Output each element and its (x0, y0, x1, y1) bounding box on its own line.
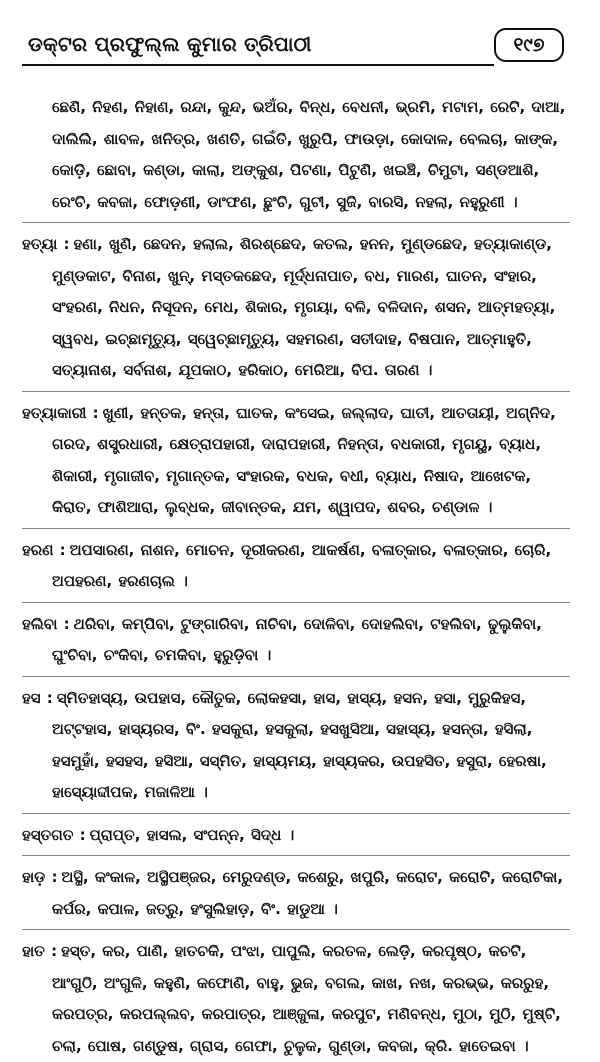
entry-headword: ହରଣ : (22, 540, 66, 559)
entry-headword: ହସ : (22, 688, 53, 707)
page-number: ୧୯୭ (494, 28, 564, 62)
dictionary-entry (22, 929, 570, 1062)
dictionary-entry (22, 676, 570, 809)
entry-text (22, 535, 570, 598)
dictionary-entry (22, 222, 570, 387)
running-title: ଡକ୍ଟର ପ୍ରଫୁଲ୍ଲ କୁମାର ତ୍ରିପାଠୀ (28, 32, 312, 56)
dictionary-entry (22, 528, 570, 598)
entry-text (22, 609, 570, 672)
entry-headword: ହସ୍ତଗତ : (22, 825, 86, 844)
entry-definition: ଖୁଣୀ, ହନ୍ତକ, ହନ୍ତା, ଘାତକ, କଂସେଇ, ଜଲ୍ଲାଦ, ଘାତୀ, ଆତତାୟୀ, ଅଗ୍ନିଦ, ଗରଦ, ଶସ୍ତ୍ରଧାରୀ, କ୍ଷେତ୍ରାପହାରୀ, ଦାରାପହାରୀ, ନିହନ୍ତା, ବଧକାରୀ, ମୃଗୟୁ, ବ୍ୟାଧ, ଶିକାରୀ, ମୃଗାଜୀବ, ମୃଗାନ୍ତକ, ସଂହାରକ, ବଧକ, ବଧୀ, ବ୍ୟାଧ, ନିଷାଦ, ଆଖେଟକ, କିରାତ, ଫାଶିଆରା, ଲୁବ୍ଧକ, ଜୀବାନ୍ତକ, ଯମ, ଶ୍ୱାପଦ, ଶବର, ଚଣ୍ଡାଳ । (52, 403, 556, 516)
dictionary-entry (22, 602, 570, 672)
entry-headword: ହାତ : (22, 942, 58, 960)
entry-definition: ଅସ୍ଥି, କଂକାଳ, ଅସ୍ଥିପଞ୍ଜର, ମେରୁଦଣ୍ଡ, କଶେରୁ, ଖପୁରି, କରୋଟ, କରୋଟି, କରୋଟିକା, କର୍ପର, କପାଳ, ଜତ୍ରୁ, ହଂସୁଲିହାଡ଼, ବିଂ. ହାଡୁଆ । (52, 868, 564, 918)
dictionary-entry (22, 92, 570, 218)
entry-definition: ଅପସାରଣ, ନାଶନ, ମୋଚନ, ଦୂରୀକରଣ, ଆକର୍ଷଣ, ବଳାତ୍କାର, ବଳାତ୍କାର, ଚୋରି, ଅପହରଣ, ହରଣଚାଲ । (52, 540, 552, 590)
entry-definition: ପ୍ରାପ୍ତ, ହାସଲ, ସଂପନ୍ନ, ସିଦ୍ଧ । (89, 825, 295, 844)
entry-definition: ସ୍ମିତହାସ୍ୟ, ଉପହାସ, କୌତୁକ, ଲୋକହସା, ହାସ, ହାସ୍ୟ, ହସନ, ହସା, ମୁରୁକିହସ, ଅଟ୍ଟହାସ, ହାସ୍ୟରସ, ବିଂ. ହସକୁରା, ହସକୁଲା, ହସଖୁସିଆ, ସହାସ୍ୟ, ହସନ୍ତା, ହସିଲା, ହସମୁହାଁ, ହସହସ, ହସିଆ, ସସ୍ମିତ, ହାସ୍ୟମୟ, ହାସ୍ୟକର, ଉପହସିତ, ହସୁରା, ହେରଷା, ହାସ୍ୟୋଦ୍ଦୀପକ, ମଜାଳିଆ । (52, 688, 547, 801)
entry-text (22, 398, 570, 524)
entry-definition: ହଣା, ଖୁଣି, ଛେଦନ, ହଲାଲ, ଶିରଶ୍ଛେଦ, କତଲ, ହନନ, ମୁଣ୍ଡଛେଦ, ହତ୍ୟାକାଣ୍ଡ, ମୁଣ୍ଡକାଟ, ବିନାଶ, ଖୁନ୍, ମସ୍ତକଛେଦ, ମୂର୍ଦ୍ଧନାପାତ, ବଧ, ମାରଣ, ଘାତନ, ସଂହାର, ସଂହରଣ, ନିଧନ, ନିସୂଦନ, ମେଧ, ଶିକାର, ମୃଗୟା, ବଳି, ବଳିଦାନ, ଶସନ, ଆତ୍ମହତ୍ୟା, ସ୍ୱବଧ, ଇଚ୍ଛାମୃତ୍ୟୁ, ସ୍ୱେଚ୍ଛାମୃତ୍ୟୁ, ସହମରଣ, ସତୀଦାହ, ବିଷପାନ, ଆତ୍ମାହୁତି, ସତ୍ୟାନାଶ, ସର୍ବନାଶ, ଯୂପକାଠ, ହରିକାଠ, ମେରିଆ, ବିପ. ତାରଣ । (52, 235, 556, 379)
dictionary-entry (22, 813, 570, 852)
page-header (22, 0, 570, 70)
entry-definition: ଥରିବା, କମ୍ପିବା, ଟୁଙ୍ଗାରିବା, ନାଚିବା, ଦୋଳିବା, ଦୋହଲିବା, ଟହଲିବା, ଢୁଲୁକିବା, ଘୁଂଚିବା, ଚଂକିବା, ଚମକିବା, ହୁରୁଡ଼ିବା । (52, 614, 542, 664)
dictionary-entry (22, 391, 570, 524)
entry-headword: ହତ୍ୟା : (22, 235, 70, 253)
entry-headword: ହାଡ଼ : (22, 868, 58, 886)
entry-text (22, 683, 570, 809)
entry-text (22, 229, 570, 387)
dictionary-content (22, 92, 570, 1062)
header-rule (22, 64, 494, 66)
entry-definition: ଛେଣି, ନିହଣ, ନିହାଣ, ରନ୍ଦା, କୁନ୍ଦ, ଭଅଁର, ବିନ୍ଧ, ବେଧନୀ, ଭ୍ରମି, ମଟାମ, ରେଟି, ଦାଆ, ଦାଲିଲି, ଶାବଳ, ଖନିତ୍ର, ଖଣତି, ଗଇଁତି, ଖୁରୁପି, ଫାଉଡ଼ା, କୋଦାଳ, ବେଲଚା, କାଙ୍କ, କୋଡ଼ି, ଛୋବା, କଣ୍ଡା, କାଲା, ଅଙ୍କୁଶ, ପିଟଣା, ପିଟୁଣି, ଖଇଞ୍ଚି, ଚିମୁଟା, ସଣ୍ଡଆଶି, ରେଂଚି, କବଜା, ଫୋଡ଼ଣୀ, ଡାଂଫଣ, ଛୁଂଚି, ଗୁଟୀ, ସୁଜି, ବାରସି, ନହଲା, ନହୁରୁଣୀ । (52, 98, 566, 211)
entry-text (22, 936, 570, 1062)
entry-headword: ହଲିବା : (22, 614, 70, 633)
dictionary-entry (22, 855, 570, 925)
entry-headword: ହତ୍ୟାକାରୀ : (22, 403, 99, 422)
entry-text (22, 862, 570, 925)
entry-definition: ହସ୍ତ, କର, ପାଣି, ହାତଚକି, ପଂଝା, ପାପୁଲି, କରତଳ, ଲେଡ଼ି, କରପୃଷ୍ଠ, କଚଟି, ଆଂଗୁଠି, ଅଂଗୁଳି, କହୁଣି, କଫୋଣି, ବାହୁ, ଭୁଜ, ବଗଲ, କାଖ, ନଖ, କରଭ୍ଭ, କରରୁହ, କରପତ୍ର, କରପଲ୍ଲବ, କରପାତ୍ର, ଆଞ୍ଜୁଳା, କରପୁଟ, ମଣିବନ୍ଧ, ମୁଠା, ମୁଠି, ମୁଷ୍ଟି, ଚଲା, ପୋଷ, ଗଣ୍ଡୁଷ, ଗ୍ରାସ, ଗେଫା, ଚୁଳୁକ, ଗୁଣ୍ଡା, କବଜା, କ୍ରି. ହାତେଇବା । (52, 942, 561, 1055)
entry-text (22, 92, 570, 218)
entry-text (22, 820, 570, 852)
